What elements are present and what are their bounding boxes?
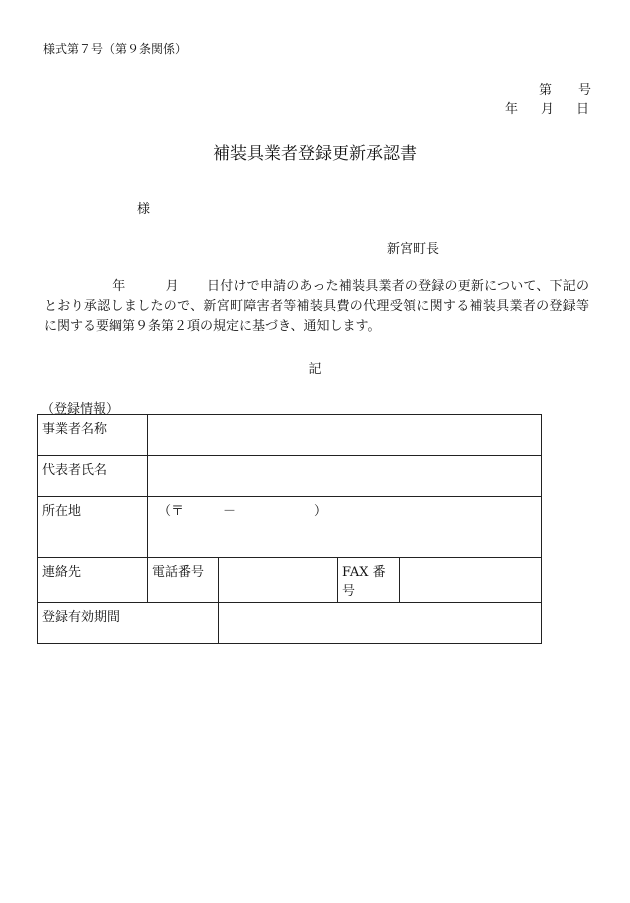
doc-number-dai: 第 bbox=[539, 83, 553, 98]
date-day: 日 bbox=[576, 102, 590, 117]
business-name-label: 事業者名称 bbox=[38, 415, 148, 456]
business-name-value[interactable] bbox=[148, 415, 542, 456]
representative-value[interactable] bbox=[148, 456, 542, 497]
body-year: 年 bbox=[112, 279, 126, 294]
issuer-name: 新宮町長 bbox=[387, 242, 440, 257]
table-row bbox=[38, 603, 542, 644]
table-row bbox=[38, 558, 542, 603]
ki-heading: 記 bbox=[308, 362, 322, 377]
table-row bbox=[38, 497, 542, 558]
date-year: 年 bbox=[505, 102, 519, 117]
address-label: 所在地 bbox=[38, 497, 148, 558]
fax-label: FAX 番号 bbox=[338, 558, 400, 603]
table-row bbox=[38, 415, 542, 456]
phone-value[interactable] bbox=[219, 558, 338, 603]
body-text: 日付けで申請のあった補装具業者の登録の更新について、下記のとおり承認しましたので、新宮町障害者等補装具費の代理受領に関する補装具業者の登録等に関する要綱第９条第２項の規定に基づき、通知します。 bbox=[44, 279, 589, 334]
body-month: 月 bbox=[165, 279, 179, 294]
doc-number-go: 号 bbox=[578, 83, 592, 98]
postal-code-field: （〒 － ） bbox=[158, 504, 328, 519]
contact-label: 連絡先 bbox=[38, 558, 148, 603]
addressee-suffix: 様 bbox=[137, 202, 151, 217]
registration-table bbox=[37, 414, 542, 644]
phone-label: 電話番号 bbox=[148, 558, 219, 603]
address-value[interactable] bbox=[148, 497, 542, 558]
document-title: 補装具業者登録更新承認書 bbox=[213, 144, 417, 164]
representative-label: 代表者氏名 bbox=[38, 456, 148, 497]
date-month: 月 bbox=[541, 102, 555, 117]
registration-info-caption: （登録情報） bbox=[41, 402, 120, 417]
table-row bbox=[38, 456, 542, 497]
validity-label: 登録有効期間 bbox=[38, 603, 219, 644]
form-number: 様式第７号（第９条関係） bbox=[43, 42, 188, 56]
validity-value[interactable] bbox=[219, 603, 542, 644]
body-paragraph bbox=[44, 277, 589, 337]
fax-value[interactable] bbox=[400, 558, 542, 603]
